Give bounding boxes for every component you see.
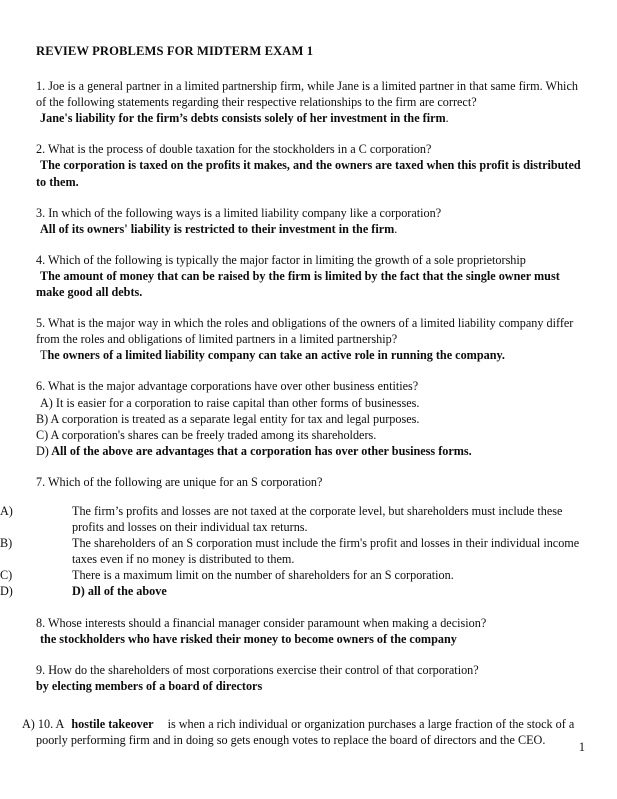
option-label: C) <box>0 568 13 583</box>
page-title: REVIEW PROBLEMS FOR MIDTERM EXAM 1 <box>36 44 314 58</box>
answer-tail-1: . <box>445 111 449 126</box>
question-block-5 <box>36 315 588 363</box>
question-text-1: 1. Joe is a general partner in a limited partnership firm, while Jane is a limited partner in that same firm. Which of the following statements regarding their respective relationships to the firm are correct? <box>36 79 578 110</box>
spacer <box>36 490 588 503</box>
option-row <box>0 503 588 535</box>
question-block-3 <box>36 205 588 237</box>
option-text: The firm’s profits and losses are not taxed at the corporate level, but shareholders must include these profits and losses on their individual tax returns. <box>72 503 563 535</box>
page-number: 1 <box>578 739 585 754</box>
answer-text-1 <box>36 110 588 126</box>
question-text-6: 6. What is the major advantage corporations have over other business entities? <box>36 379 419 394</box>
option-row <box>36 411 588 427</box>
option-row <box>0 535 588 567</box>
question-text-8: 8. Whose interests should a financial manager consider paramount when making a decision? <box>36 615 487 630</box>
statement-term-10: hostile takeover <box>71 716 154 731</box>
option-text: All of the above are advantages that a corporation has over other business forms. <box>48 443 472 458</box>
answer-bold-3: All of its owners' liability is restricted to their investment in the firm <box>40 221 395 236</box>
statement-lead-10: A) 10. A <box>22 716 65 731</box>
option-text: D) all of the above <box>72 584 167 599</box>
option-row <box>36 443 588 459</box>
question-text-2: 2. What is the process of double taxation for the stockholders in a C corporation? <box>36 142 432 157</box>
answer-text-8: the stockholders who have risked their money to become owners of the company <box>40 631 457 646</box>
option-row <box>36 427 588 443</box>
question-block-9 <box>36 662 588 694</box>
question-block-4 <box>36 252 588 300</box>
option-label: A) <box>40 395 53 410</box>
question-block-2 <box>36 141 588 189</box>
question-block-7 <box>0 474 588 600</box>
option-row <box>0 583 588 599</box>
option-label: D) <box>0 584 13 599</box>
option-text: A corporation is treated as a separate legal entity for tax and legal purposes. <box>48 411 420 426</box>
question-block-10 <box>22 716 588 749</box>
document-body <box>0 44 588 764</box>
option-text: There is a maximum limit on the number of shareholders for an S corporation. <box>72 568 454 583</box>
statement-rest-10: is when a rich individual or organization purchases a large fraction of the stock of a poorly performing firm and in doing so gets enough votes to replace the board of directors and the CEO. <box>36 716 575 748</box>
question-text-7: 7. Which of the following are unique for an S corporation? <box>36 474 323 489</box>
answer-text-2: The corporation is taxed on the profits it makes, and the owners are taxed when this profit is distributed to them. <box>36 158 581 189</box>
answer-lead-5: T <box>40 348 48 363</box>
spacer <box>22 709 588 716</box>
answer-text-4: The amount of money that can be raised by the firm is limited by the fact that the single owner must make good all debts. <box>36 268 560 300</box>
answer-text-9: by electing members of a board of directors <box>36 678 263 693</box>
question-text-5: 5. What is the major way in which the roles and obligations of the owners of a limited liability company differ from the roles and obligations of limited partners in a limited partnership? <box>36 316 574 347</box>
option-label: B) <box>36 411 49 426</box>
option-label: C) <box>36 427 49 442</box>
option-text: A corporation's shares can be freely traded among its shareholders. <box>48 427 377 442</box>
option-text: It is easier for a corporation to raise capital than other forms of businesses. <box>52 395 420 410</box>
answer-text-5 <box>36 347 588 363</box>
question-block-1 <box>36 78 588 126</box>
question-block-8 <box>36 615 588 647</box>
answer-bold-1: Jane's liability for the firm’s debts consists solely of her investment in the firm <box>40 111 446 126</box>
question-block-6 <box>36 378 588 458</box>
statement-text-10 <box>22 716 602 749</box>
question-text-9: 9. How do the shareholders of most corporations exercise their control of that corporation? <box>36 662 479 677</box>
answer-tail-3: . <box>394 221 398 236</box>
question-text-4: 4. Which of the following is typically the major factor in limiting the growth of a sole proprietorship <box>36 252 526 267</box>
option-row <box>0 567 588 583</box>
option-label: B) <box>0 536 13 551</box>
option-label: A) <box>0 503 13 518</box>
question-text-3: 3. In which of the following ways is a limited liability company like a corporation? <box>36 205 442 220</box>
option-text: The shareholders of an S corporation must include the firm's profit and losses in their individual income taxes even if no money is distributed to them. <box>72 536 580 567</box>
option-row <box>36 395 588 411</box>
answer-bold-5: he owners of a limited liability company can take an active role in running the company. <box>47 348 505 363</box>
option-label: D) <box>36 443 49 458</box>
answer-text-3 <box>36 221 588 237</box>
